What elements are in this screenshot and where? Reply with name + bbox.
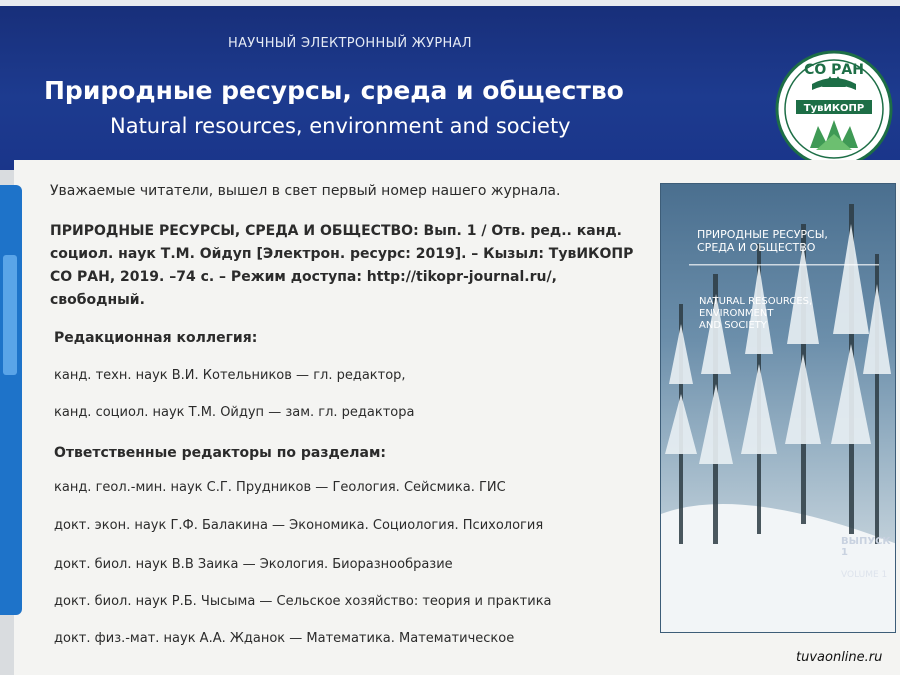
- journal-title-ru[interactable]: Природные ресурсы, среда и общество: [44, 76, 624, 105]
- cover-volume-label: VOLUME 1: [841, 570, 888, 580]
- intro-text: Уважаемые читатели, вышел в свет первый номер нашего журнала.: [50, 183, 561, 199]
- logo-text-top: СО РАН: [804, 62, 864, 78]
- cover-title-ru: ПРИРОДНЫЕ РЕСУРСЫ, СРЕДА И ОБЩЕСТВО: [697, 228, 828, 254]
- section-editor-item: канд. геол.-мин. наук С.Г. Прудников — Геология. Сейсмика. ГИС: [54, 480, 506, 495]
- logo-text-band: ТувИКОПР: [803, 103, 865, 114]
- section-editor-item: докт. биол. наук В.В Заика — Экология. Биоразнообразие: [54, 557, 453, 572]
- editorial-board-heading: Редакционная коллегия:: [54, 330, 258, 346]
- journal-cover-image[interactable]: [660, 183, 896, 633]
- journal-kicker: НАУЧНЫЙ ЭЛЕКТРОННЫЙ ЖУРНАЛ: [228, 36, 472, 51]
- section-editor-item: докт. биол. наук Р.Б. Чысыма — Сельское хозяйство: теория и практика: [54, 594, 552, 609]
- section-editor-item: докт. экон. наук Г.Ф. Балакина — Экономика. Социология. Психология: [54, 518, 544, 533]
- cover-issue-label: ВЫПУСК 1: [841, 536, 891, 558]
- cover-title-en: NATURAL RESOURCES, ENVIRONMENT AND SOCIETY: [699, 296, 813, 331]
- sb-ras-logo[interactable]: [772, 50, 896, 168]
- sidebar-tab[interactable]: [0, 185, 22, 615]
- section-editor-item: докт. физ.-мат. наук А.А. Жданок — Математика. Математическое: [54, 631, 515, 646]
- section-editors-heading: Ответственные редакторы по разделам:: [54, 445, 387, 461]
- source-watermark: tuvaonline.ru: [796, 650, 883, 665]
- issue-citation[interactable]: ПРИРОДНЫЕ РЕСУРСЫ, СРЕДА И ОБЩЕСТВО: Вып. 1 / Отв. ред.. канд. социол. наук Т.М. Ойдуп [Электрон. ресурс: 2019]. – Кызыл: ТувИКОПР СО РАН, 2019. –74 с. – Режим доступа: http://tikopr-journal.ru/, свободный.: [50, 223, 634, 308]
- editorial-board-member: канд. социол. наук Т.М. Ойдуп — зам. гл. редактора: [54, 405, 415, 420]
- site-header: [0, 0, 900, 170]
- journal-title-en[interactable]: Natural resources, environment and society: [110, 114, 571, 138]
- editorial-board-member: канд. техн. наук В.И. Котельников — гл. редактор,: [54, 368, 406, 383]
